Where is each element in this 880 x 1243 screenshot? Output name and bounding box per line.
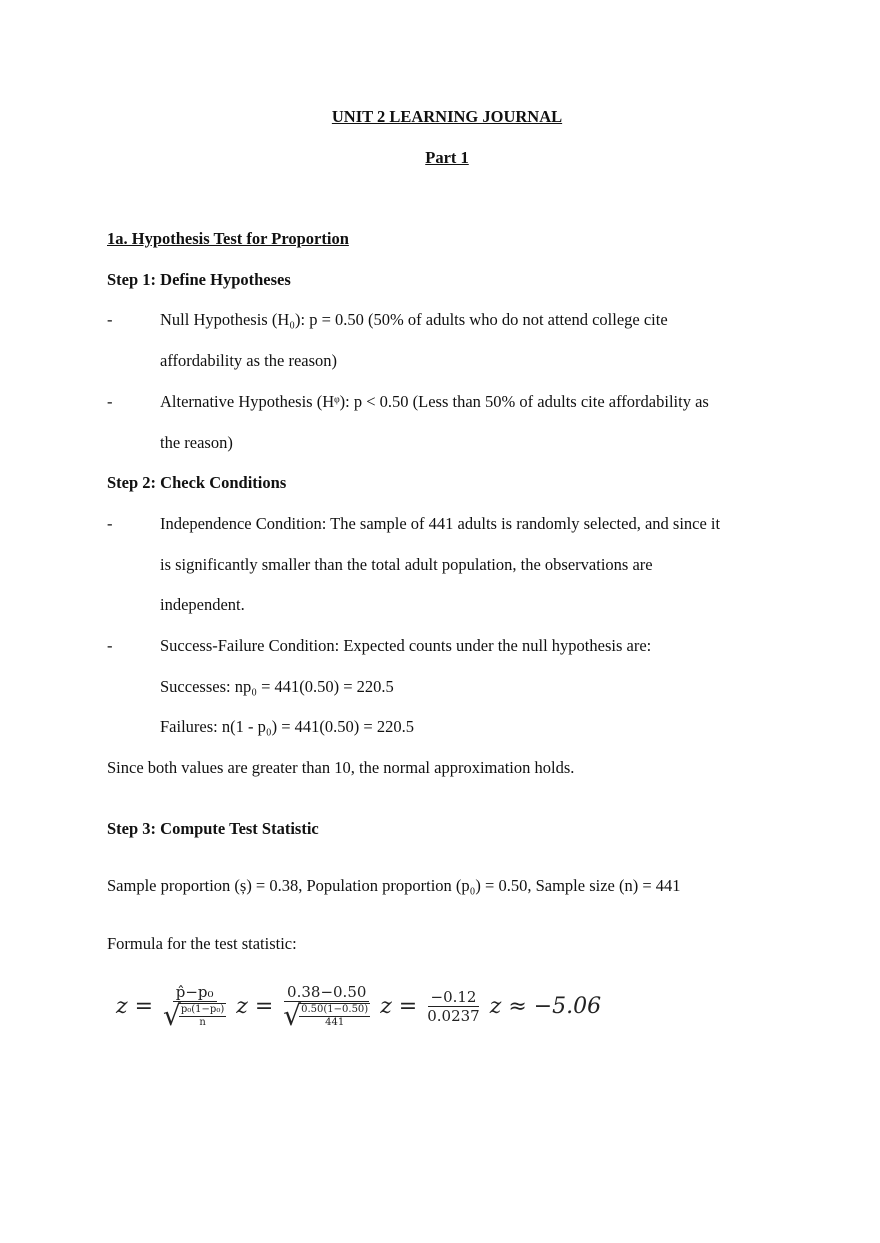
- sqrt-icon: √: [163, 999, 181, 1032]
- z-equals: z =: [380, 994, 418, 1019]
- z-equals: z =: [116, 994, 154, 1019]
- section-heading: 1a. Hypothesis Test for Proportion: [107, 229, 349, 249]
- successes-line: Successes: np₀ = 441(0.50) = 220.5: [160, 676, 394, 696]
- bullet-dash: -: [107, 391, 113, 411]
- bullet-dash: -: [107, 310, 113, 330]
- numerator: 0.38−0.50: [284, 983, 369, 1002]
- bullet-dash: -: [107, 635, 113, 655]
- document-page: [107, 97, 787, 965]
- success-failure-condition: [107, 626, 787, 667]
- formula-fraction-simplified: [427, 988, 480, 1025]
- test-statistic-formula: [112, 983, 605, 1030]
- z-equals: z =: [236, 994, 274, 1019]
- step3-heading: Step 3: Compute Test Statistic: [107, 818, 319, 838]
- ind-line-1: Independence Condition: The sample of 441 adults is randomly selected, and since it: [160, 513, 721, 533]
- den-bottom: 441: [325, 1017, 345, 1028]
- numerator: −0.12: [428, 988, 480, 1007]
- z-result: z ≈ −5.06: [489, 994, 602, 1019]
- bullet-dash: -: [107, 513, 113, 533]
- den-top: 0.50(1−0.50): [301, 1004, 369, 1015]
- alt-line-2: the reason): [160, 432, 233, 452]
- conditions-conclusion: Since both values are greater than 10, the normal approximation holds.: [107, 758, 575, 777]
- given-values: Sample proportion (ș) = 0.38, Population proportion (p₀) = 0.50, Sample size (n) = 441: [107, 876, 681, 896]
- ind-line-2: is significantly smaller than the total adult population, the observations are: [160, 554, 653, 574]
- null-line-1: Null Hypothesis (H₀): p = 0.50 (50% of adults who do not attend college cite: [160, 310, 668, 330]
- formula-fraction-general: [163, 983, 226, 1030]
- part-heading: Part 1: [425, 147, 469, 167]
- ind-line-3: independent.: [160, 595, 245, 615]
- numerator: p̂−p₀: [173, 983, 217, 1002]
- independence-condition: [107, 504, 787, 545]
- formula-label: Formula for the test statistic:: [107, 934, 297, 954]
- null-line-2: affordability as the reason): [160, 351, 338, 371]
- alt-line-1: Alternative Hypothesis (Hᵠ): p < 0.50 (Less than 50% of adults cite affordability as: [160, 391, 709, 411]
- document-title: UNIT 2 LEARNING JOURNAL: [331, 107, 563, 126]
- den-top: p₀(1−p₀): [180, 1004, 225, 1015]
- step2-heading: Step 2: Check Conditions: [107, 473, 287, 493]
- null-hypothesis: [107, 300, 787, 341]
- formula-fraction-substituted: [283, 983, 370, 1030]
- step1-heading: Step 1: Define Hypotheses: [107, 269, 291, 289]
- sf-line-1: Success-Failure Condition: Expected counts under the null hypothesis are:: [160, 635, 652, 655]
- sqrt-icon: √: [283, 999, 302, 1032]
- den-bottom: n: [199, 1017, 206, 1028]
- alt-hypothesis: [107, 382, 787, 423]
- denominator: 0.0237: [427, 1007, 480, 1025]
- failures-line: Failures: n(1 - p₀) = 441(0.50) = 220.5: [160, 717, 414, 737]
